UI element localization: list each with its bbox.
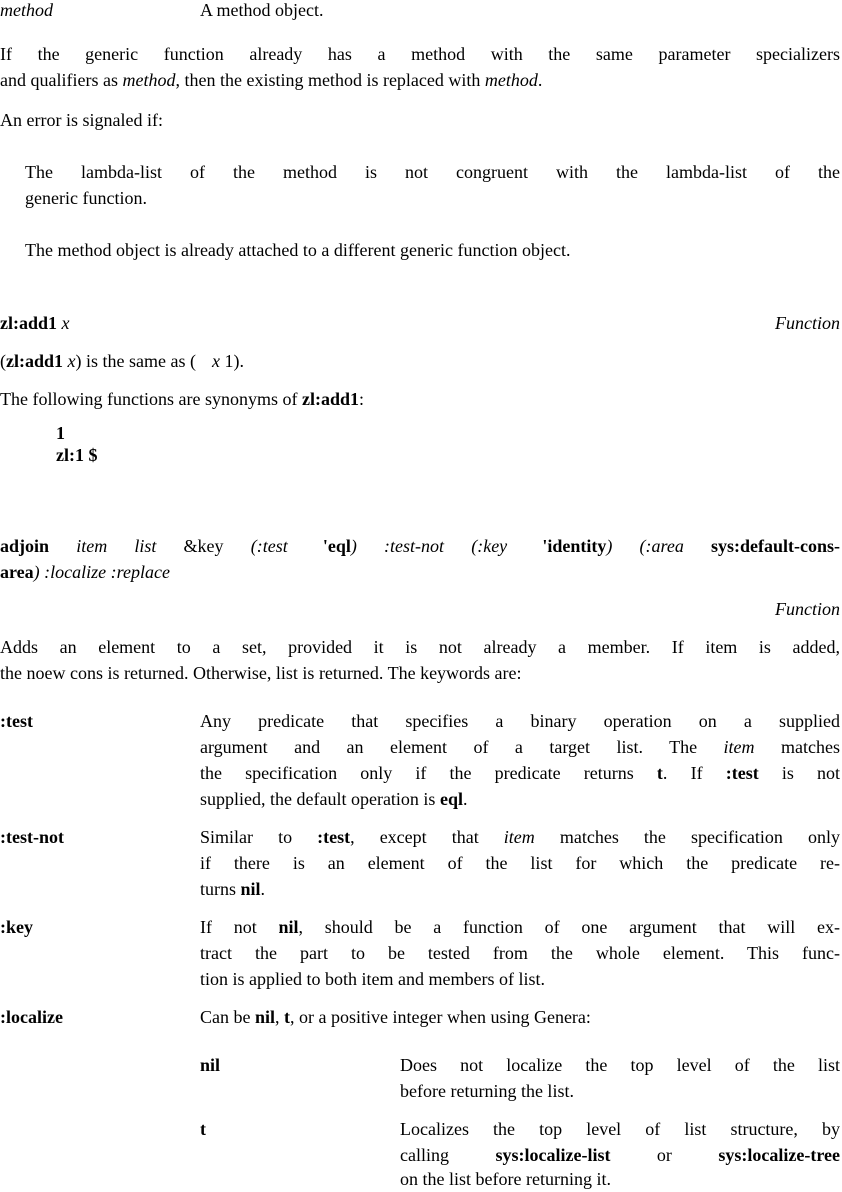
text-run: 'eql	[322, 536, 351, 556]
error-intro: An error is signaled if:	[0, 110, 163, 130]
text-run: matches	[754, 737, 840, 757]
text-run: ) (:area	[606, 536, 712, 556]
method-arg-term: method	[0, 0, 53, 20]
text-run: , then the existing method is replaced with	[175, 70, 485, 90]
adjoin-signature-line1	[0, 533, 840, 559]
keyword-key-term: :key	[0, 917, 33, 937]
localize-sub-nil-line2: before returning the list.	[400, 1081, 574, 1101]
text-run: zl:add1	[301, 389, 359, 409]
keyword-localize-term: :localize	[0, 1007, 63, 1027]
keyword-localize-line1	[200, 1004, 591, 1030]
add1-synonym: zl:1 $	[56, 445, 98, 465]
localize-sub-nil-term: nil	[200, 1055, 221, 1075]
text-run: zl:add1	[6, 351, 64, 371]
text-run: Can be	[200, 1007, 255, 1027]
text-run: supplied, the default operation is	[200, 789, 440, 809]
text-run: sys:default-cons-	[711, 536, 841, 556]
keyword-test-not-line2: if there is an element of the list for which the predicate re-	[200, 853, 840, 873]
add1-desc	[0, 348, 244, 374]
keyword-test-not-line1	[200, 824, 840, 850]
keyword-test-line2	[200, 734, 840, 760]
localize-sub-nil-line1: Does not localize the top level of the list	[400, 1055, 840, 1075]
add1-kind: Function	[775, 313, 840, 333]
text-run: x	[211, 351, 220, 371]
text-run: or	[610, 1145, 719, 1165]
text-run: .	[537, 70, 543, 90]
error-item1-line2: generic function.	[25, 188, 147, 208]
text-run: (:test	[250, 536, 315, 556]
text-run: , should be a function of one argument that will ex-	[298, 917, 840, 937]
text-run: , except that	[350, 827, 504, 847]
text-run: sys:localize-tree	[718, 1145, 841, 1165]
localize-sub-t-line3: on the list before returning it.	[400, 1169, 611, 1189]
text-run: the specification only if the predicate returns	[200, 763, 657, 783]
localize-sub-t-line2	[400, 1142, 840, 1168]
text-run: item	[503, 827, 535, 847]
error-item1-line1: The lambda-list of the method is not congruent with the lambda-list of the	[25, 162, 840, 182]
keyword-test-line4	[200, 786, 467, 812]
keyword-test-term: :test	[0, 711, 33, 731]
add1-synonym: 1	[56, 423, 65, 443]
text-run: nil	[240, 879, 261, 899]
text-run: ) is the same as (	[75, 351, 196, 371]
text-run: ) :localize :replace	[33, 562, 170, 582]
replace-para-line2	[0, 67, 542, 93]
text-run: and qualifiers as	[0, 70, 123, 90]
text-run: .	[260, 879, 266, 899]
text-run: method	[484, 70, 538, 90]
text-run: ) :test-not (:key	[350, 536, 535, 556]
keyword-test-line1: Any predicate that specifies a binary operation on a supplied	[200, 711, 840, 731]
text-run: , or a positive integer when using Genera:	[290, 1007, 591, 1027]
text-run: nil	[278, 917, 299, 937]
text-run: Similar to	[200, 827, 318, 847]
text-run: item list	[49, 536, 184, 556]
function-name: adjoin	[0, 536, 50, 556]
text-run: t	[284, 1007, 290, 1027]
text-run: . If	[662, 763, 726, 783]
keyword-key-line1	[200, 914, 840, 940]
text-run: :	[358, 389, 364, 409]
localize-sub-t-term: t	[200, 1119, 206, 1139]
text-run: argument and an element of a target list. The	[200, 737, 724, 757]
text-run: t	[656, 763, 663, 783]
function-name: zl:add1	[0, 313, 58, 333]
keyword-key-line3: tion is applied to both item and members of list.	[200, 969, 545, 989]
replace-para-line1: If the generic function already has a method with the same parameter specializers	[0, 44, 840, 64]
text-run: matches the specification only	[534, 827, 840, 847]
adjoin-desc-line2: the noew cons is returned. Otherwise, list is returned. The keywords are:	[0, 663, 522, 683]
adjoin-kind: Function	[775, 599, 840, 619]
function-arg: x	[61, 313, 70, 333]
text-run: nil	[254, 1007, 275, 1027]
keyword-test-not-line3	[200, 876, 265, 902]
text-run: turns	[200, 879, 241, 899]
keyword-test-line3	[200, 760, 840, 786]
text-run: area	[0, 562, 34, 582]
text-run: 'identity	[542, 536, 607, 556]
keyword-key-line2: tract the part to be tested from the whole element. This func-	[200, 943, 840, 963]
text-run: item	[723, 737, 755, 757]
text-run: is not	[758, 763, 841, 783]
localize-sub-t-line1: Localizes the top level of list structure, by	[400, 1119, 840, 1139]
add1-synonyms-intro	[0, 386, 364, 412]
adjoin-signature-line2	[0, 559, 170, 585]
method-arg-desc: A method object.	[200, 0, 324, 20]
text-run: sys:localize-list	[495, 1145, 611, 1165]
adjoin-desc-line1: Adds an element to a set, provided it is not already a member. If item is added,	[0, 637, 840, 657]
text-run: x	[63, 351, 76, 371]
text-run: ,	[275, 1007, 284, 1027]
text-run: &key	[183, 536, 251, 556]
text-run: calling	[400, 1145, 496, 1165]
text-run: .	[462, 789, 468, 809]
text-run: The following functions are synonyms of	[0, 389, 302, 409]
keyword-test-not-term: :test-not	[0, 827, 64, 847]
text-run: eql	[439, 789, 463, 809]
error-item2: The method object is already attached to a different generic function object.	[25, 240, 571, 260]
text-run: :test	[725, 763, 759, 783]
text-run: If not	[200, 917, 279, 937]
text-run: :test	[317, 827, 351, 847]
text-run: 1).	[219, 351, 244, 371]
text-run: (	[0, 351, 6, 371]
add1-heading	[0, 310, 70, 336]
text-run: method	[122, 70, 176, 90]
